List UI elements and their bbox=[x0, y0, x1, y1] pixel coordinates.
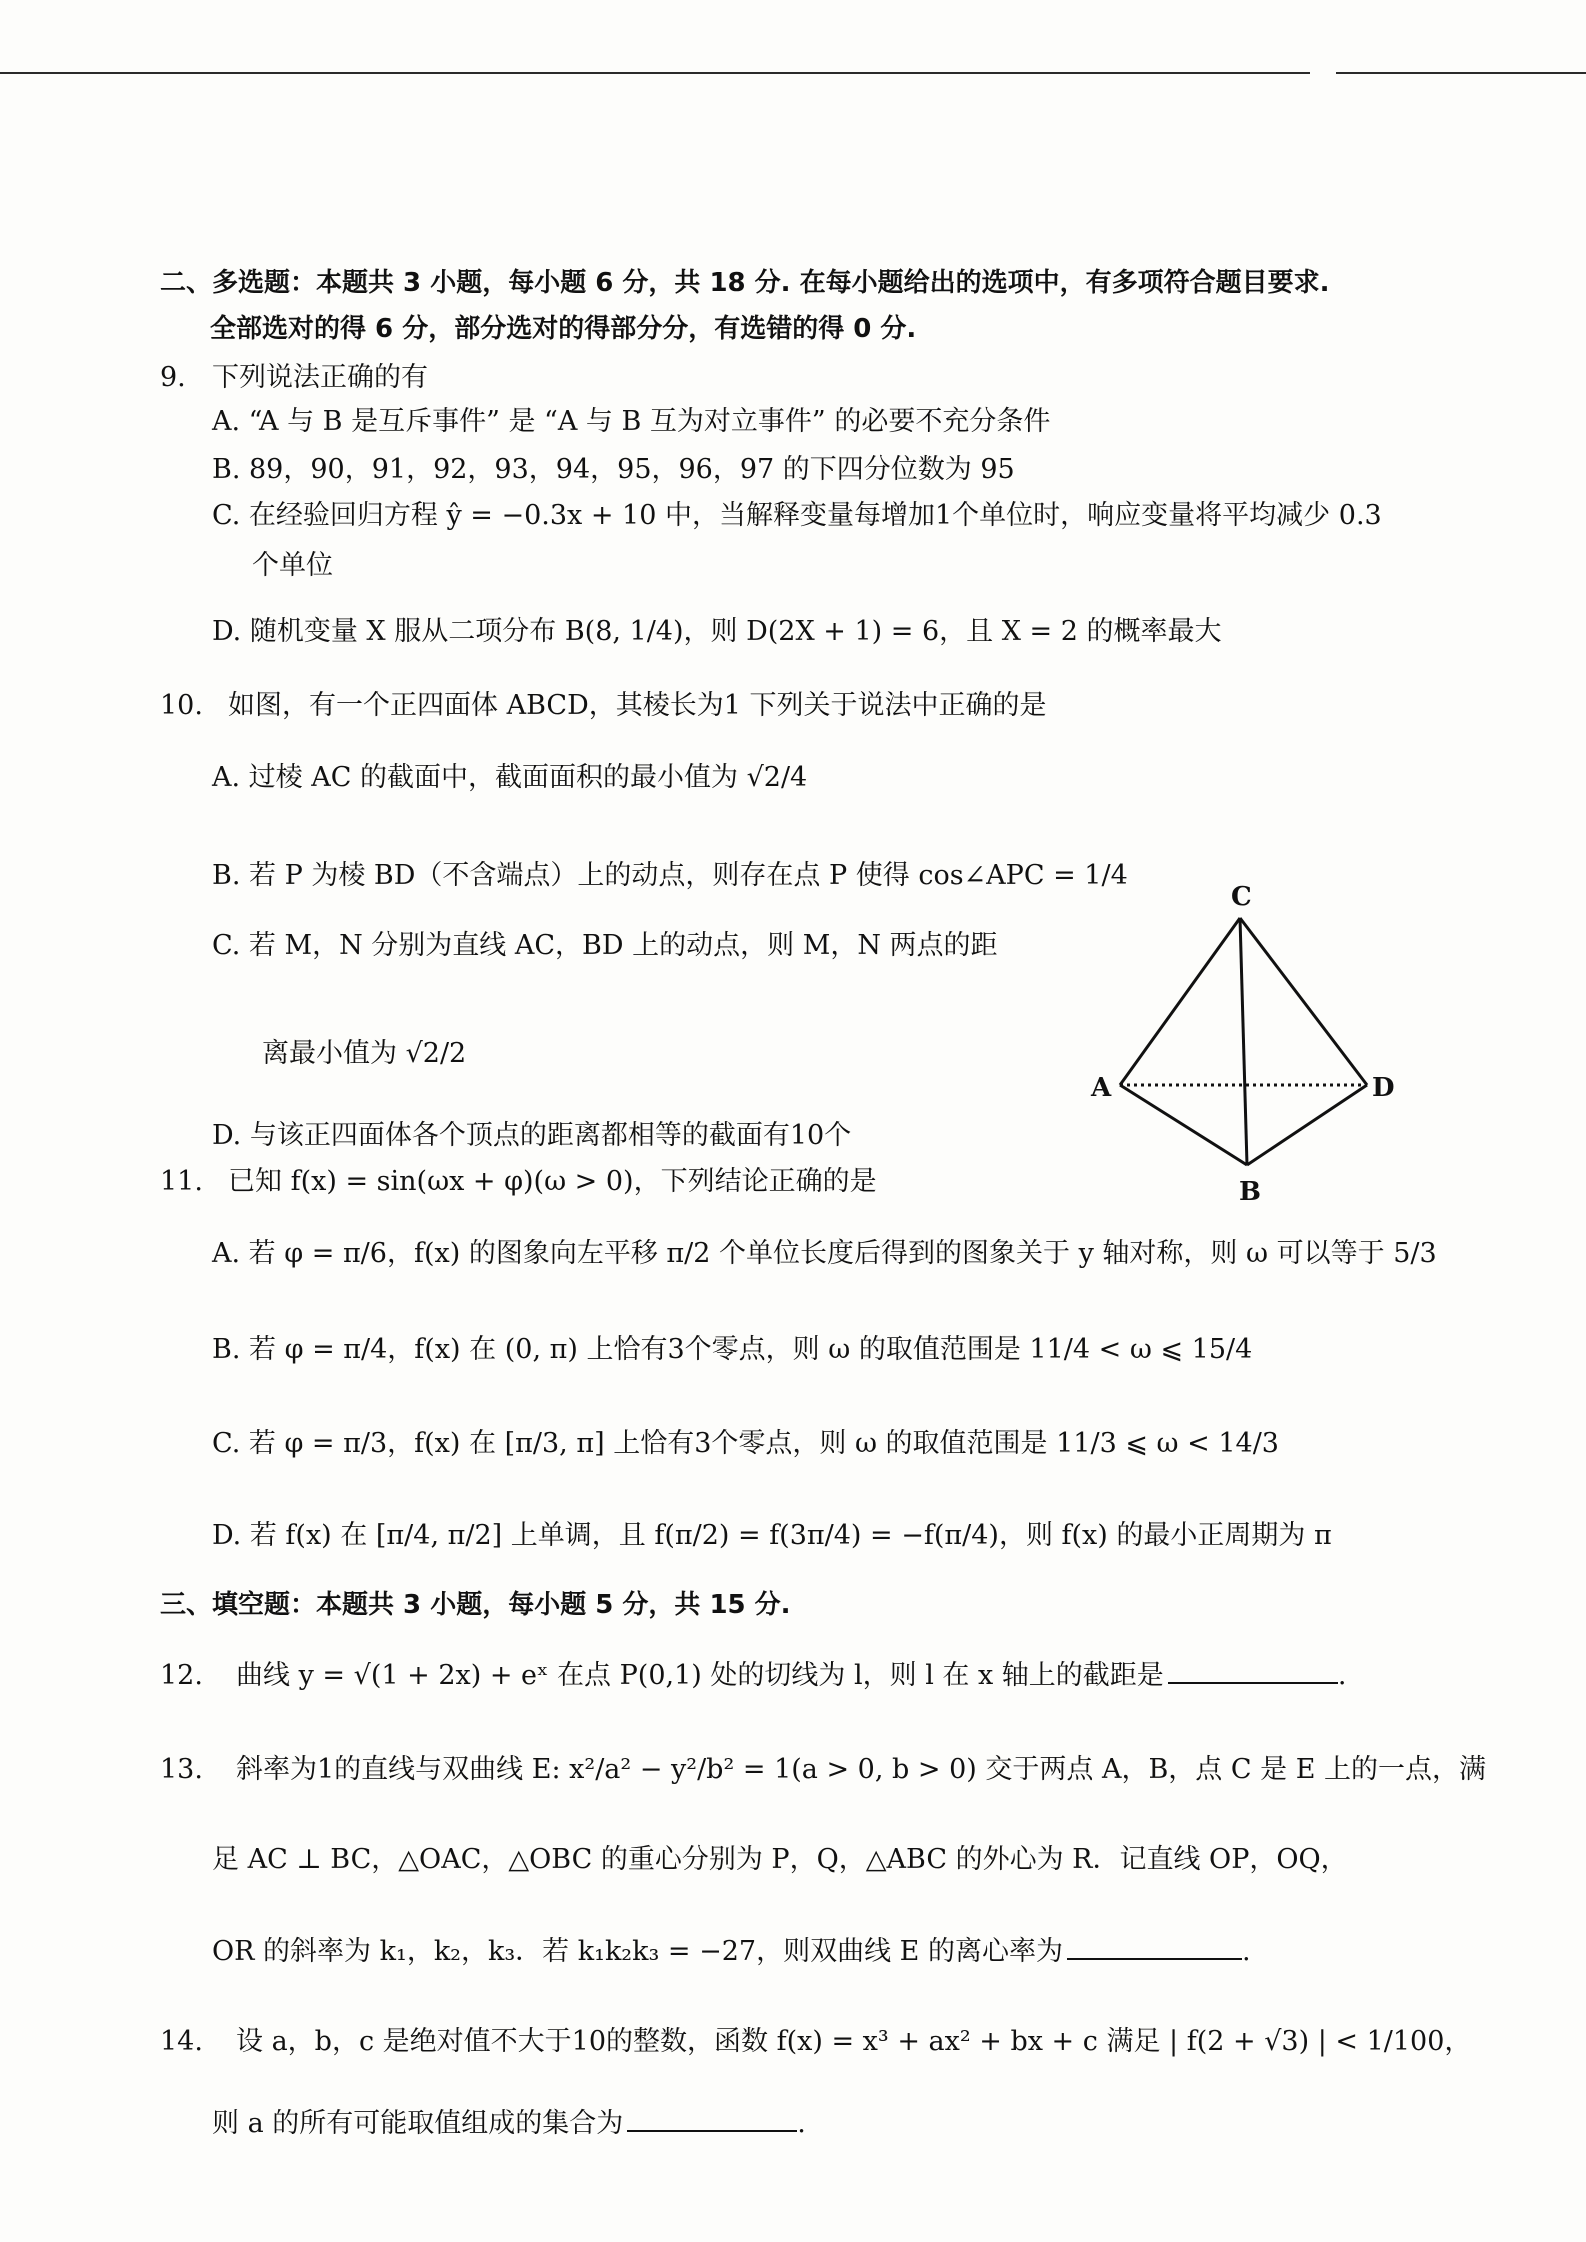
q13-text-row bbox=[212, 1938, 1251, 1965]
section3-header: 三、填空题：本题共 3 小题，每小题 5 分，共 15 分. bbox=[160, 1590, 791, 1620]
edge-ca bbox=[1120, 918, 1240, 1085]
q13-line3: OR 的斜率为 k₁，k₂，k₃．若 k₁k₂k₃ = −27，则双曲线 E 的离心率为 bbox=[212, 1936, 1063, 1967]
tetrahedron-figure bbox=[1085, 875, 1405, 1205]
q12-answer-blank[interactable] bbox=[1168, 1682, 1338, 1684]
q9-stem: 下列说法正确的有 bbox=[212, 362, 428, 393]
q14-end: . bbox=[797, 2108, 806, 2139]
q10-option-c-line1: C. 若 M，N 分别为直线 AC，BD 上的动点，则 M，N 两点的距 bbox=[212, 930, 998, 961]
q13-line1: 斜率为1的直线与双曲线 E: x²/a² − y²/b² = 1(a > 0, b > 0) 交于两点 A，B，点 C 是 E 上的一点，满 bbox=[236, 1754, 1487, 1785]
q11-option-a: A. 若 φ = π/6，f(x) 的图象向左平移 π/2 个单位长度后得到的图象关于 y 轴对称，则 ω 可以等于 5/3 bbox=[212, 1238, 1437, 1269]
q12-end: . bbox=[1337, 1660, 1347, 1691]
q11-stem: 已知 f(x) = sin(ωx + φ)(ω > 0)，下列结论正确的是 bbox=[228, 1166, 877, 1197]
q13-number: 13. bbox=[160, 1754, 203, 1785]
q11-option-d: D. 若 f(x) 在 [π/4, π/2] 上单调，且 f(π/2) = f(3π/4) = −f(π/4)，则 f(x) 的最小正周期为 π bbox=[212, 1520, 1332, 1551]
top-rule-left bbox=[0, 72, 1310, 74]
q10-option-c-line2: 离最小值为 √2/2 bbox=[262, 1038, 467, 1069]
q13-line2: 足 AC ⊥ BC，△OAC，△OBC 的重心分别为 P，Q，△ABC 的外心为 R．记直线 OP，OQ， bbox=[212, 1844, 1348, 1875]
vertex-label-d: D bbox=[1372, 1073, 1395, 1103]
edge-cd bbox=[1240, 918, 1367, 1085]
q10-number: 10. bbox=[160, 690, 203, 721]
q12-text-row bbox=[236, 1662, 1346, 1689]
q9-option-d: D. 随机变量 X 服从二项分布 B(8, 1/4)，则 D(2X + 1) = 6，且 X = 2 的概率最大 bbox=[212, 616, 1222, 647]
q9-option-b: B. 89，90，91，92，93，94，95，96，97 的下四分位数为 95 bbox=[212, 454, 1015, 485]
section2-header-line2: 全部选对的得 6 分，部分选对的得部分分，有选错的得 0 分. bbox=[210, 314, 917, 344]
q9-option-c-line2: 个单位 bbox=[252, 550, 333, 581]
edge-ab bbox=[1120, 1085, 1247, 1165]
q10-option-d: D. 与该正四面体各个顶点的距离都相等的截面有10个 bbox=[212, 1120, 852, 1151]
q11-option-b: B. 若 φ = π/4，f(x) 在 (0, π) 上恰有3个零点，则 ω 的取值范围是 11/4 < ω ⩽ 15/4 bbox=[212, 1334, 1253, 1365]
q9-option-a: A. “A 与 B 是互斥事件” 是 “A 与 B 互为对立事件” 的必要不充分条件 bbox=[212, 406, 1051, 437]
q14-line2: 则 a 的所有可能取值组成的集合为 bbox=[212, 2108, 624, 2139]
vertex-label-c: C bbox=[1231, 882, 1252, 912]
q14-number: 14. bbox=[160, 2026, 203, 2057]
edge-cb bbox=[1240, 918, 1247, 1165]
q13-end: . bbox=[1241, 1936, 1251, 1967]
vertex-label-a: A bbox=[1091, 1073, 1112, 1103]
q12-text: 曲线 y = √(1 + 2x) + eˣ 在点 P(0,1) 处的切线为 l，则 l 在 x 轴上的截距是 bbox=[236, 1660, 1164, 1691]
section2-header-line1: 二、多选题：本题共 3 小题，每小题 6 分，共 18 分. 在每小题给出的选项中，有多项符合题目要求. bbox=[160, 268, 1330, 298]
q13-answer-blank[interactable] bbox=[1067, 1958, 1242, 1960]
q10-option-b: B. 若 P 为棱 BD（不含端点）上的动点，则存在点 P 使得 cos∠APC = 1/4 bbox=[212, 860, 1128, 891]
q11-number: 11. bbox=[160, 1166, 203, 1197]
q9-option-c-line1: C. 在经验回归方程 ŷ = −0.3x + 10 中，当解释变量每增加1个单位时，响应变量将平均减少 0.3 bbox=[212, 500, 1382, 531]
q14-line1: 设 a，b，c 是绝对值不大于10的整数，函数 f(x) = x³ + ax² + bx + c 满足 | f(2 + √3) | < 1/100， bbox=[236, 2026, 1472, 2057]
q14-answer-blank[interactable] bbox=[627, 2130, 797, 2132]
q9-number: 9. bbox=[160, 362, 186, 393]
q11-option-c: C. 若 φ = π/3，f(x) 在 [π/3, π] 上恰有3个零点，则 ω 的取值范围是 11/3 ⩽ ω < 14/3 bbox=[212, 1428, 1279, 1459]
q12-number: 12. bbox=[160, 1660, 203, 1691]
top-rule-right bbox=[1336, 72, 1586, 74]
edge-db bbox=[1247, 1085, 1367, 1165]
q10-stem: 如图，有一个正四面体 ABCD，其棱长为1 下列关于说法中正确的是 bbox=[228, 690, 1047, 721]
q10-option-a: A. 过棱 AC 的截面中，截面面积的最小值为 √2/4 bbox=[212, 762, 808, 793]
q14-text-row bbox=[212, 2110, 806, 2137]
vertex-label-b: B bbox=[1239, 1177, 1261, 1205]
